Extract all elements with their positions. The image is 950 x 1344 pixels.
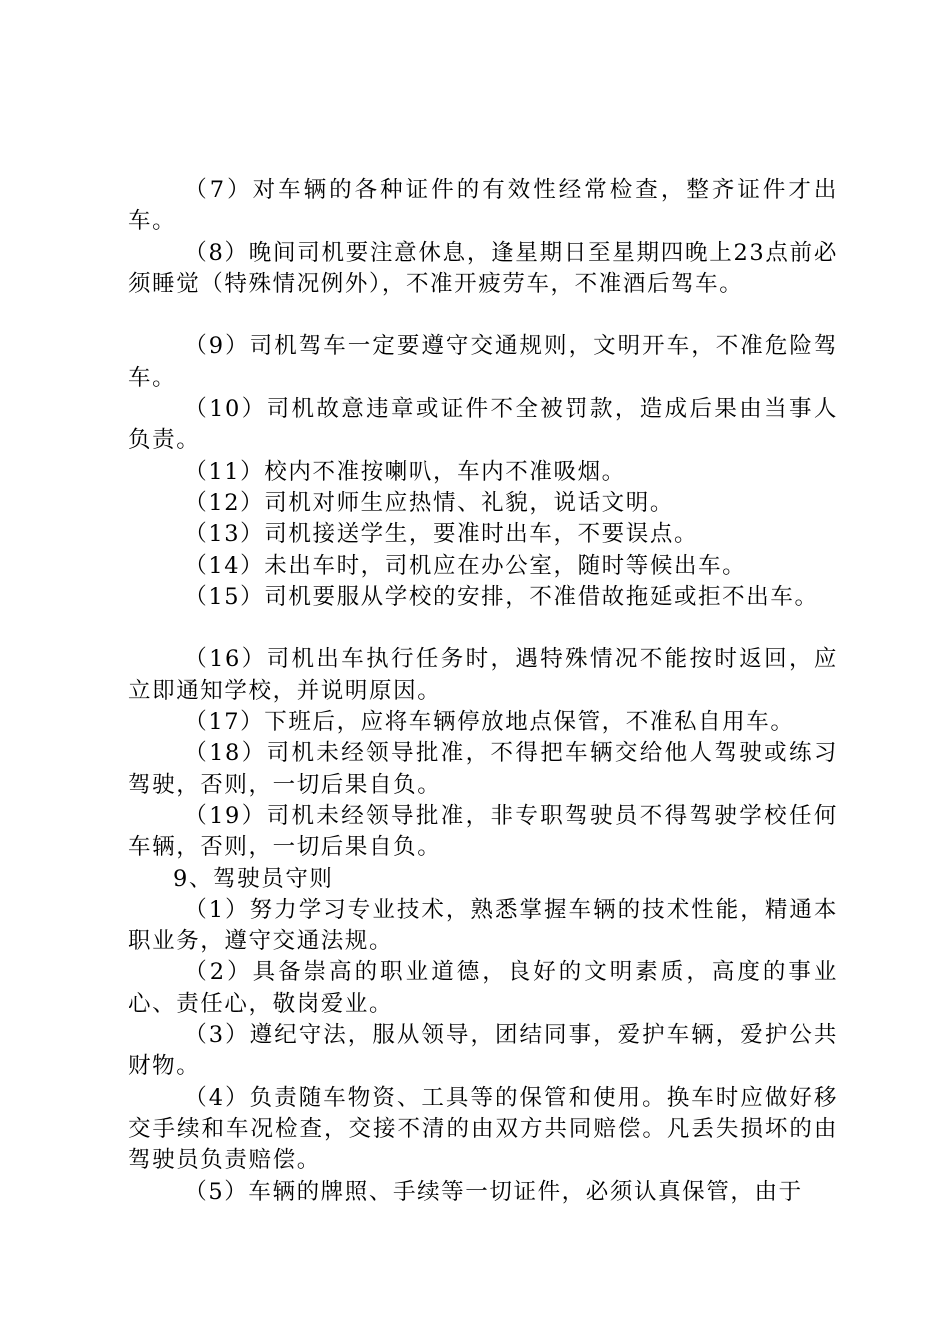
paragraph-rule-7: （7）对车辆的各种证件的有效性经常检查，整齐证件才出车。 <box>128 177 838 235</box>
paragraph-rule-17: （17）下班后，应将车辆停放地点保管，不准私自用车。 <box>184 709 795 736</box>
paragraph-code-4: （4）负责随车物资、工具等的保管和使用。换车时应做好移交手续和车况检查，交接不清的由双方共同赔偿。凡丢失损坏的由驾驶员负责赔偿。 <box>128 1084 838 1174</box>
paragraph-code-2: （2）具备崇高的职业道德，良好的文明素质，高度的事业心、责任心，敬岗爱业。 <box>128 959 838 1017</box>
paragraph-rule-16: （16）司机出车执行任务时，遇特殊情况不能按时返回，应立即通知学校，并说明原因。 <box>128 646 838 704</box>
paragraph-code-1: （1）努力学习专业技术，熟悉掌握车辆的技术性能，精通本职业务，遵守交通法规。 <box>128 896 838 955</box>
paragraph-rule-9: （9）司机驾车一定要遵守交通规则，文明开车，不准危险驾车。 <box>128 333 838 391</box>
paragraph-rule-12: （12）司机对师生应热情、礼貌，说话文明。 <box>184 489 674 516</box>
paragraph-rule-15: （15）司机要服从学校的安排，不准借故拖延或拒不出车。 <box>184 583 819 610</box>
paragraph-rule-19: （19）司机未经领导批准，非专职驾驶员不得驾驶学校任何车辆，否则，一切后果自负。 <box>128 802 838 861</box>
paragraph-rule-18: （18）司机未经领导批准，不得把车辆交给他人驾驶或练习驾驶，否则，一切后果自负。 <box>128 740 838 798</box>
paragraph-rule-11: （11）校内不准按喇叭，车内不准吸烟。 <box>184 458 626 485</box>
paragraph-rule-14: （14）未出车时，司机应在办公室，随时等候出车。 <box>184 552 747 579</box>
document-body <box>128 175 838 1208</box>
paragraph-code-3: （3）遵纪守法，服从领导，团结同事，爱护车辆，爱护公共财物。 <box>128 1022 838 1080</box>
paragraph-rule-8: （8）晚间司机要注意休息，逢星期日至星期四晚上23点前必须睡觉（特殊情况例外），不准开疲劳车，不准酒后驾车。 <box>128 239 838 297</box>
paragraph-rule-10: （10）司机故意违章或证件不全被罚款，造成后果由当事人负责。 <box>128 396 838 454</box>
section-heading-driver-code: 9、驾驶员守则 <box>173 865 334 892</box>
paragraph-rule-13: （13）司机接送学生，要准时出车，不要误点。 <box>184 521 699 548</box>
paragraph-code-5: （5）车辆的牌照、手续等一切证件，必须认真保管，由于 <box>184 1178 803 1205</box>
